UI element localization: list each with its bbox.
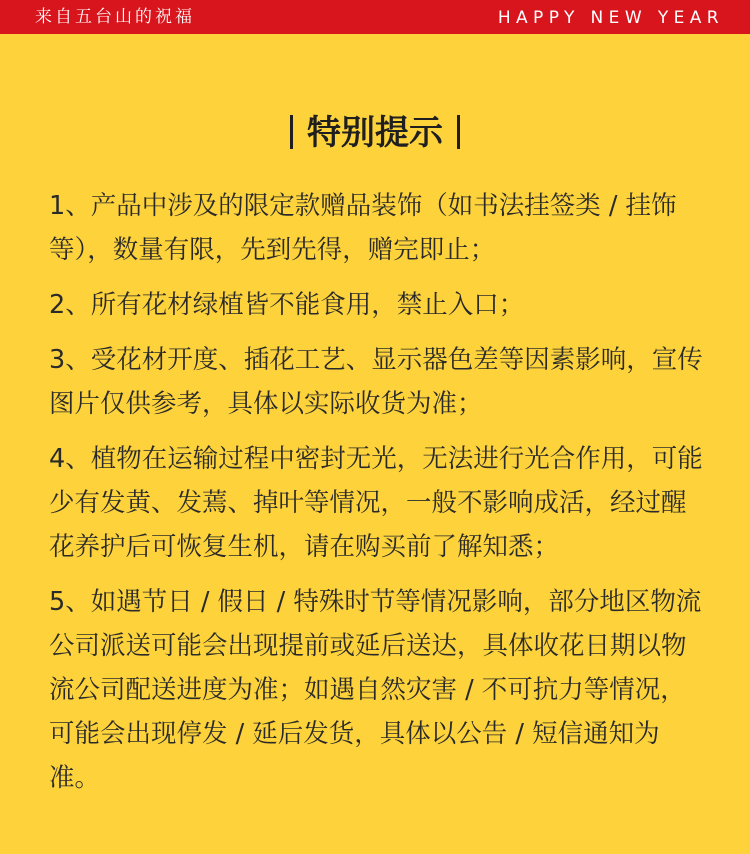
title-right-divider <box>457 115 460 149</box>
header-blessing-text: 来自五台山的祝福 <box>35 7 195 27</box>
notice-item-2: 2、所有花材绿植皆不能食用，禁止入口； <box>49 290 525 320</box>
notice-item-1: 1、产品中涉及的限定款赠品装饰（如书法挂签类 / 挂饰等），数量有限，先到先得，赠完即止； <box>49 191 677 265</box>
notice-item-4: 4、植物在运输过程中密封无光，无法进行光合作用，可能少有发黄、发蔫、掉叶等情况，一般不影响成活，经过醒花养护后可恢复生机，请在购买前了解知悉； <box>49 444 703 562</box>
header-bar <box>0 0 750 34</box>
title-left-divider <box>290 115 293 149</box>
notice-item-5: 5、如遇节日 / 假日 / 特殊时节等情况影响，部分地区物流公司派送可能会出现提前或延后送达，具体收花日期以物流公司配送进度为准；如遇自然灾害 / 不可抗力等情况，可能会出现停发 / 延后发货，具体以公告 / 短信通知为准。 <box>49 587 702 793</box>
notice-list <box>49 184 709 811</box>
notice-item-3: 3、受花材开度、插花工艺、显示器色差等因素影响，宣传图片仅供参考，具体以实际收货为准； <box>49 345 703 419</box>
title-text: 特别提示 <box>307 113 443 153</box>
header-greeting-text: HAPPY NEW YEAR <box>497 8 724 28</box>
page-title <box>0 113 750 153</box>
